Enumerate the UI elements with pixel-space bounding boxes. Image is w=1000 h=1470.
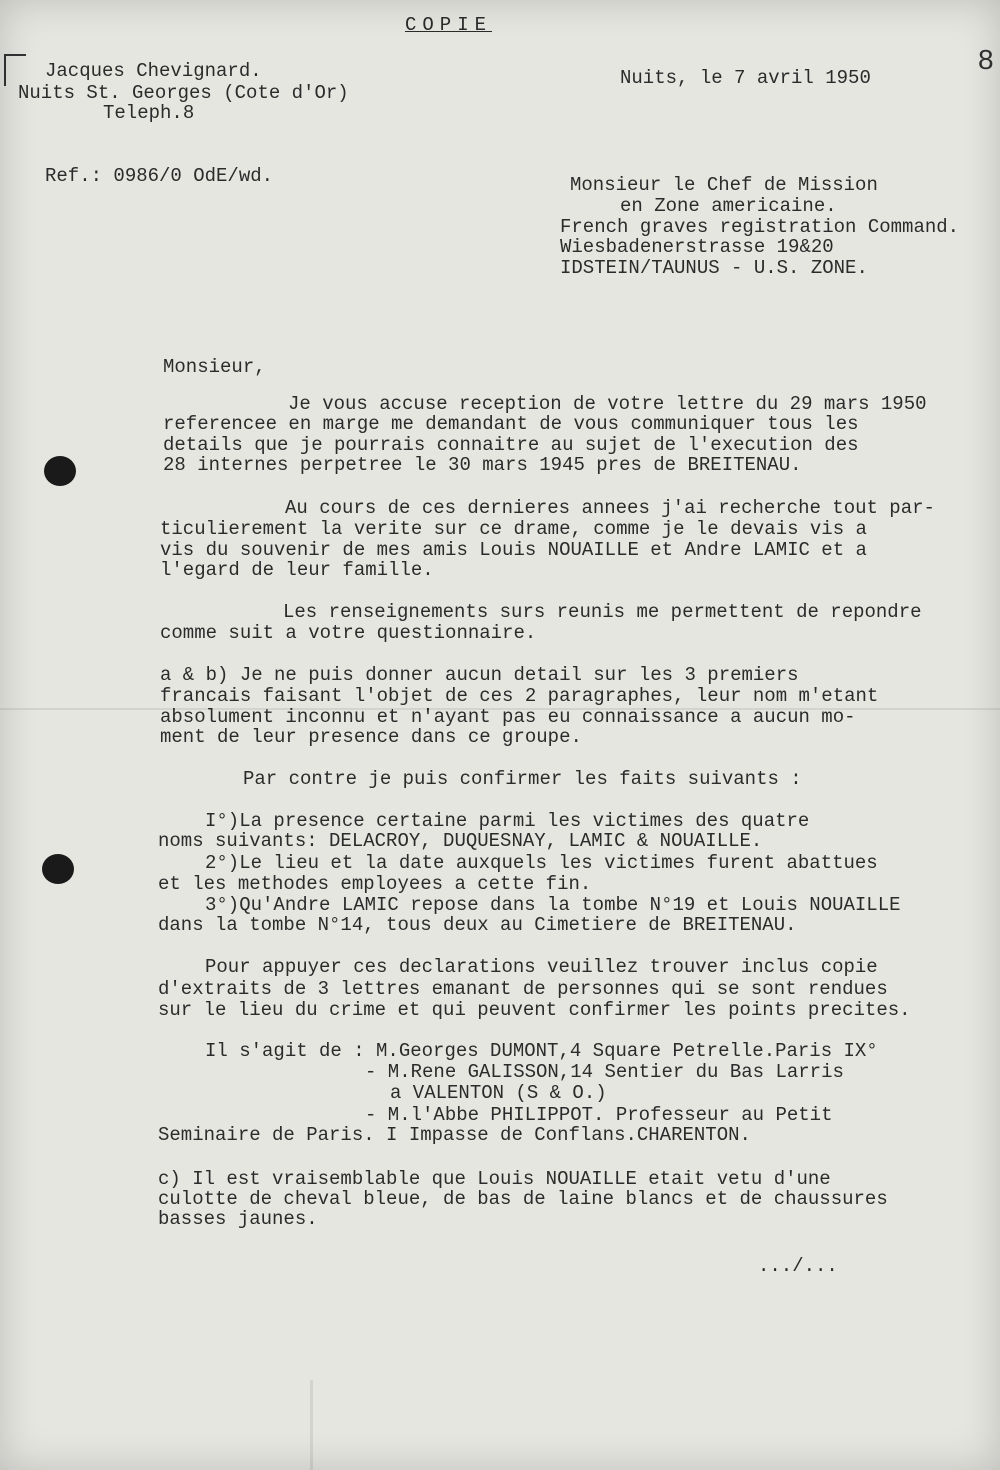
paper-crease bbox=[310, 1380, 313, 1470]
paragraph-line: basses jaunes. bbox=[158, 1208, 318, 1230]
paragraph-line: culotte de cheval bleue, de bas de laine blancs et de chaussures bbox=[158, 1188, 888, 1210]
paragraph-line: Seminaire de Paris. I Impasse de Conflans.CHARENTON. bbox=[158, 1124, 751, 1146]
recipient-line: French graves registration Command. bbox=[560, 216, 960, 238]
recipient-line: Monsieur le Chef de Mission bbox=[570, 174, 878, 196]
paragraph-line: - M.l'Abbe PHILIPPOT. Professeur au Petit bbox=[365, 1104, 833, 1126]
paragraph-line: a VALENTON (S & O.) bbox=[390, 1082, 607, 1104]
paragraph-line: Il s'agit de : M.Georges DUMONT,4 Square Petrelle.Paris IX° bbox=[205, 1040, 878, 1062]
paragraph-line: Les renseignements surs reunis me permettent de repondre bbox=[283, 601, 922, 623]
paragraph-line: vis du souvenir de mes amis Louis NOUAILLE et Andre LAMIC et a bbox=[160, 539, 867, 561]
copie-heading: COPIE bbox=[405, 14, 493, 36]
paragraph-line: c) Il est vraisemblable que Louis NOUAILLE etait vetu d'une bbox=[158, 1168, 831, 1190]
page-number: 8 bbox=[978, 44, 994, 75]
paragraph-line: noms suivants: DELACROY, DUQUESNAY, LAMIC & NOUAILLE. bbox=[158, 830, 763, 852]
punch-hole bbox=[42, 854, 74, 884]
recipient-line: en Zone americaine. bbox=[620, 195, 837, 217]
paragraph-line: 28 internes perpetree le 30 mars 1945 pres de BREITENAU. bbox=[163, 454, 802, 476]
paragraph-line: I°)La presence certaine parmi les victimes des quatre bbox=[205, 810, 810, 832]
paragraph-line: Je vous accuse reception de votre lettre du 29 mars 1950 bbox=[288, 393, 927, 415]
recipient-line: IDSTEIN/TAUNUS - U.S. ZONE. bbox=[560, 257, 868, 279]
paragraph-line: - M.Rene GALISSON,14 Sentier du Bas Larris bbox=[365, 1061, 844, 1083]
paragraph-line: sur le lieu du crime et qui peuvent confirmer les points precites. bbox=[158, 999, 911, 1021]
letter-date: Nuits, le 7 avril 1950 bbox=[620, 67, 871, 89]
paragraph-line: Au cours de ces dernieres annees j'ai recherche tout par- bbox=[285, 497, 935, 519]
sender-phone: Teleph.8 bbox=[103, 102, 195, 124]
margin-mark bbox=[4, 54, 26, 86]
paragraph-line: comme suit a votre questionnaire. bbox=[160, 622, 537, 644]
paragraph-line: dans la tombe N°14, tous deux au Cimetiere de BREITENAU. bbox=[158, 914, 797, 936]
paragraph-line: et les methodes employees a cette fin. bbox=[158, 873, 592, 895]
paragraph-line: l'egard de leur famille. bbox=[160, 559, 434, 581]
paragraph-line: absolument inconnu et n'ayant pas eu connaissance a aucun mo- bbox=[160, 706, 856, 728]
paragraph-line: referencee en marge me demandant de vous communiquer tous les bbox=[163, 413, 859, 435]
paragraph-line: ticulierement la verite sur ce drame, comme je le devais vis a bbox=[160, 518, 867, 540]
paragraph-line: Par contre je puis confirmer les faits suivants : bbox=[243, 768, 802, 790]
paragraph-line: d'extraits de 3 lettres emanant de personnes qui se sont rendues bbox=[158, 978, 888, 1000]
punch-hole bbox=[44, 456, 76, 486]
paragraph-line: 3°)Qu'Andre LAMIC repose dans la tombe N°19 et Louis NOUAILLE bbox=[205, 894, 901, 916]
paragraph-line: ment de leur presence dans ce groupe. bbox=[160, 726, 582, 748]
sender-address: Nuits St. Georges (Cote d'Or) bbox=[18, 82, 349, 104]
paragraph-line: francais faisant l'objet de ces 2 paragraphes, leur nom m'etant bbox=[160, 685, 879, 707]
continuation-mark: .../... bbox=[758, 1255, 838, 1277]
sender-name: Jacques Chevignard. bbox=[45, 60, 262, 82]
reference: Ref.: 0986/0 OdE/wd. bbox=[45, 165, 274, 187]
salutation: Monsieur, bbox=[163, 356, 266, 378]
paper-crease bbox=[0, 708, 1000, 710]
paragraph-line: 2°)Le lieu et la date auxquels les victimes furent abattues bbox=[205, 852, 878, 874]
paragraph-line: a & b) Je ne puis donner aucun detail sur les 3 premiers bbox=[160, 664, 799, 686]
paragraph-line: Pour appuyer ces declarations veuillez trouver inclus copie bbox=[205, 956, 878, 978]
recipient-line: Wiesbadenerstrasse 19&20 bbox=[560, 236, 834, 258]
paragraph-line: details que je pourrais connaitre au sujet de l'execution des bbox=[163, 434, 859, 456]
